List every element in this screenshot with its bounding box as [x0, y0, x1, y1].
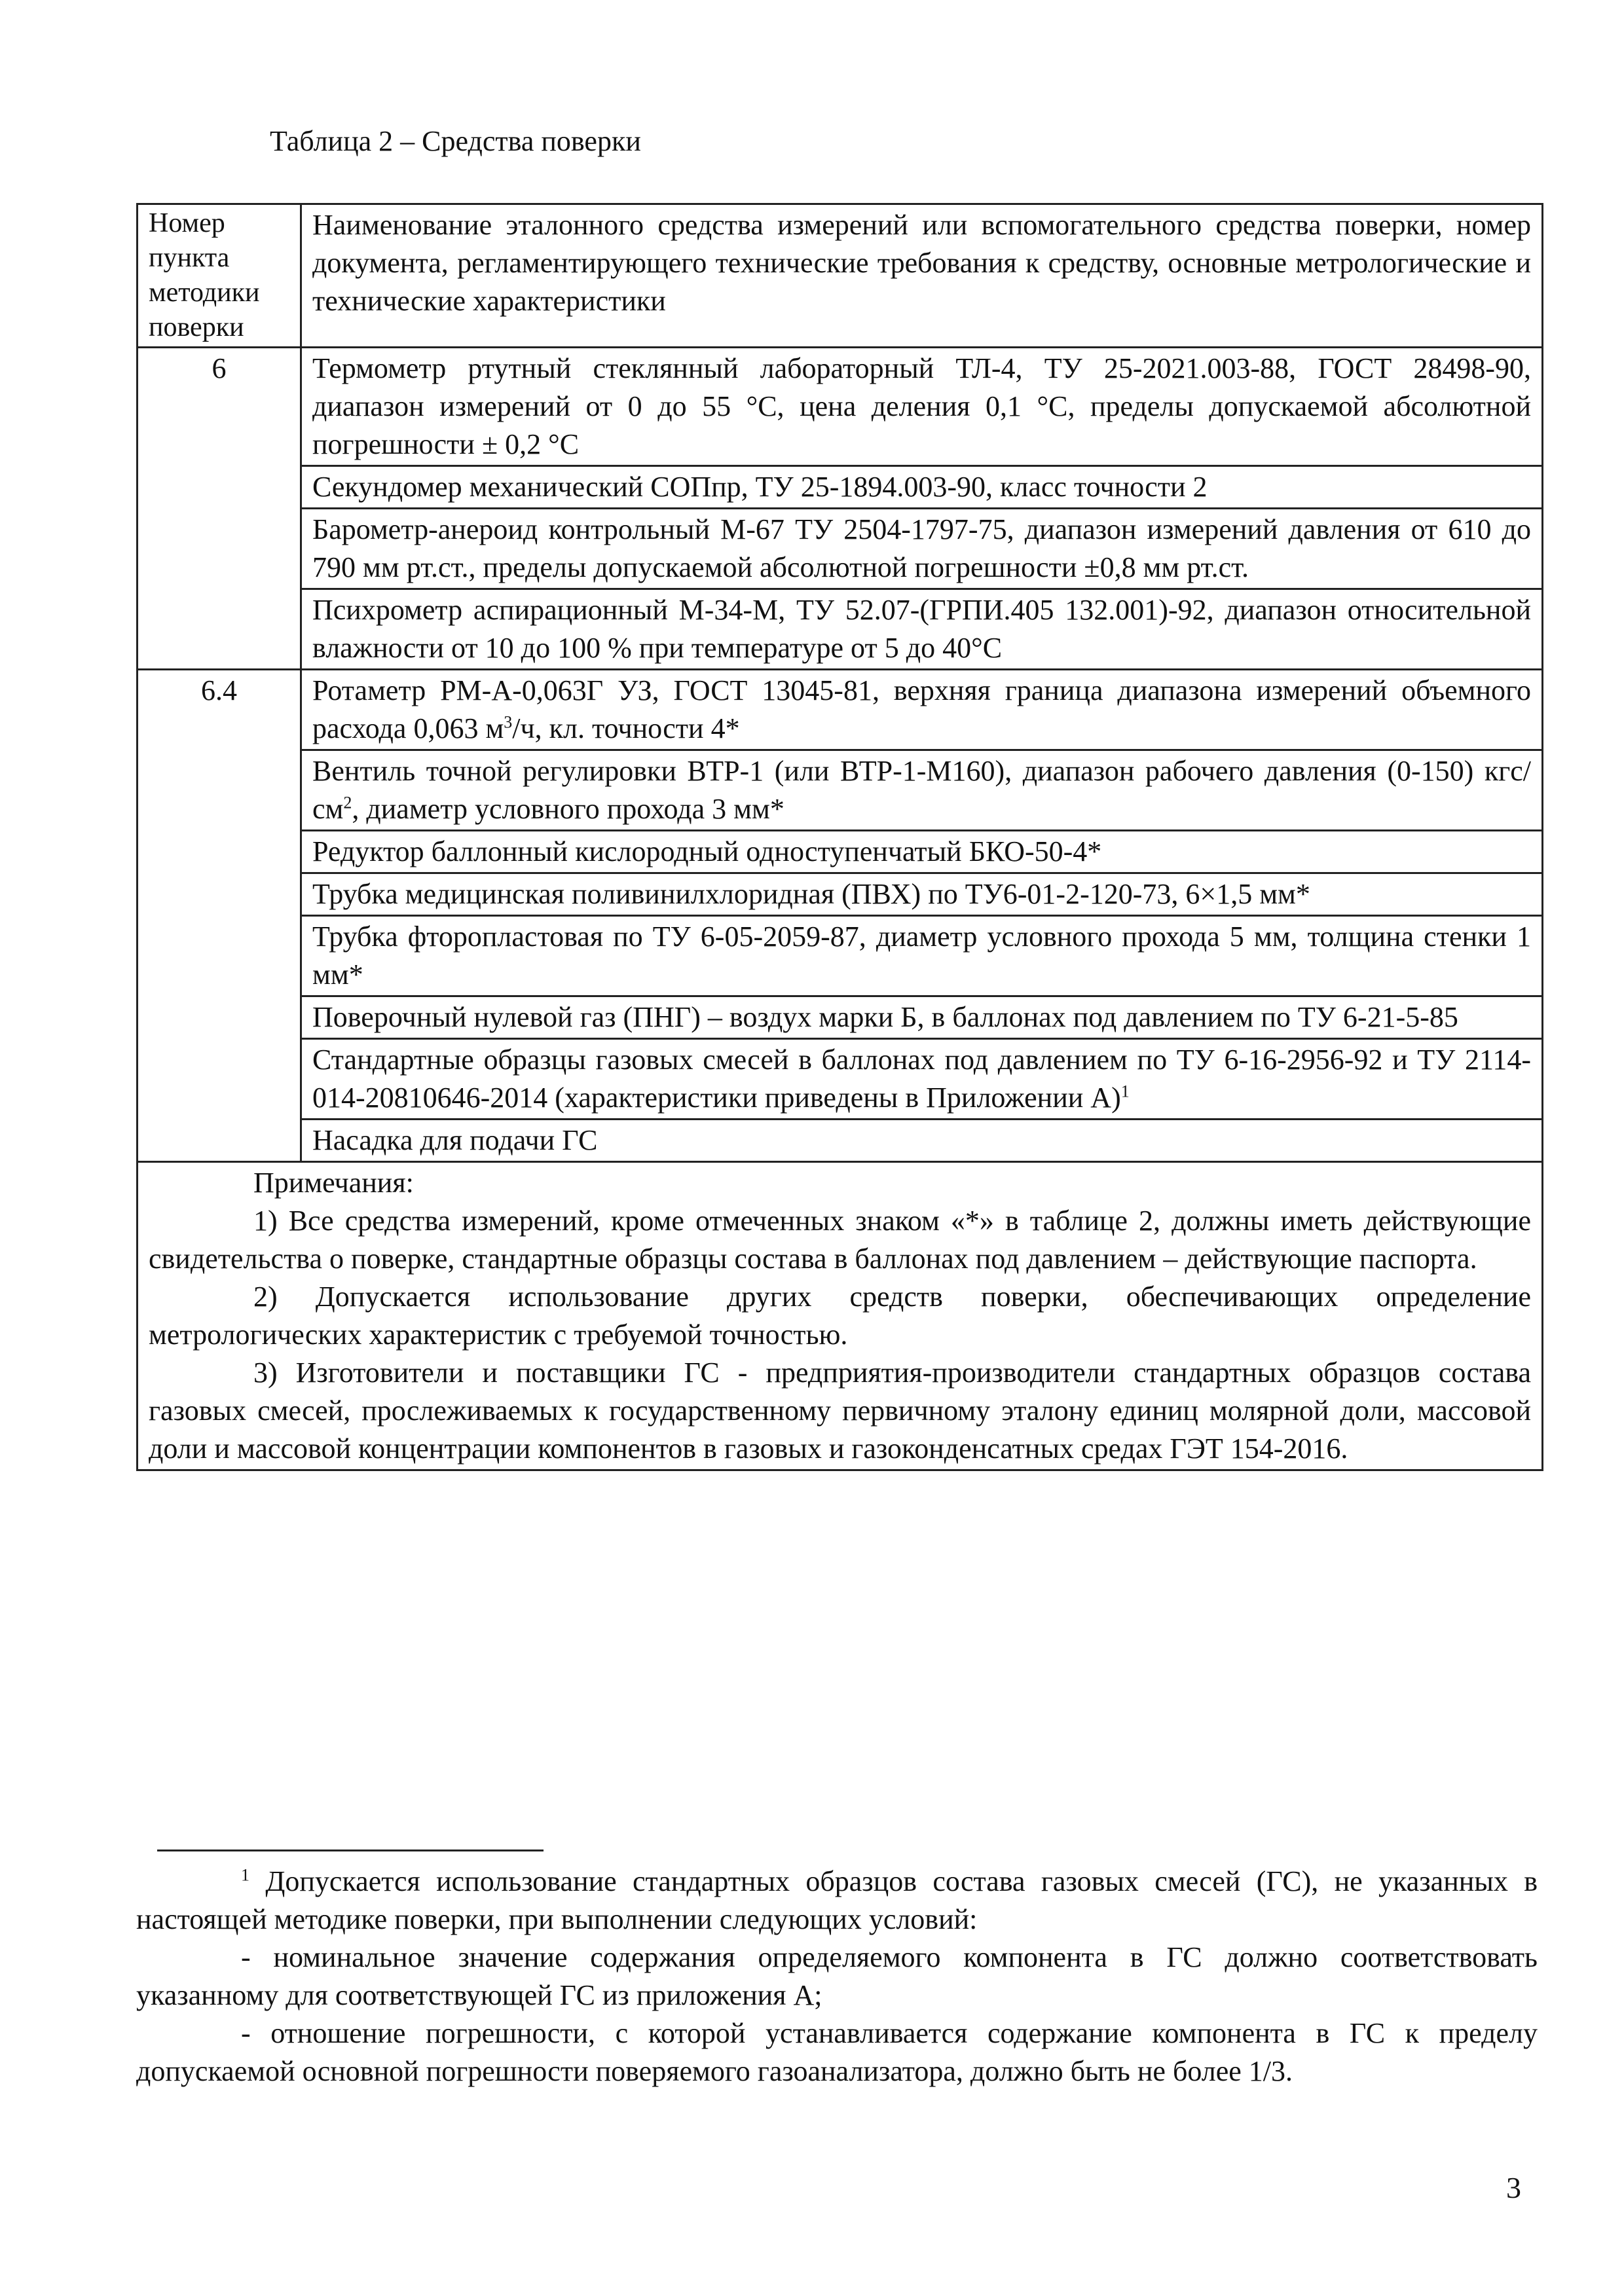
instrument-text: Ротаметр РМ-А-0,063Г УЗ, ГОСТ 13045-81, верхняя граница диапазона измерений объемного расхода 0,063 м	[312, 674, 1531, 744]
verification-means-table	[136, 203, 1543, 1471]
note-item: 3) Изготовители и поставщики ГС - предприятия-производители стандартных образцов состава газовых смесей, прослеживаемых к государственному первичному эталону единиц молярной доли, массовой доли и массовой концентрации компонентов в газовых и газоконденсатных средах ГЭТ 154-2016.	[149, 1357, 1531, 1465]
superscript: 3	[504, 712, 513, 732]
footnote-mark: 1	[241, 1865, 249, 1885]
table-row	[138, 873, 1543, 916]
instrument-text: Вентиль точной регулировки ВТР-1 (или ВТР-1-М160), диапазон рабочего давления (0-150) кгс/см	[312, 755, 1531, 825]
footnote-intro	[136, 1863, 1538, 1939]
header-instrument-name: Наименование эталонного средства измерений или вспомогательного средства поверки, номер документа, регламентирующего технические требования к средству, основные метрологические и технические характеристики	[301, 204, 1543, 348]
table-row	[138, 348, 1543, 466]
footnote-intro-text: Допускается использование стандартных образцов состава газовых смесей (ГС), не указанных в настоящей методике поверки, при выполнении следующих условий:	[136, 1865, 1538, 1935]
instrument-cell: Термометр ртутный стеклянный лабораторный ТЛ-4, ТУ 25-2021.003-88, ГОСТ 28498-90, диапазон измерений от 0 до 55 °С, цена деления 0,1 °С, пределы допускаемой абсолютной погрешности ± 0,2 °С	[301, 348, 1543, 466]
footnote	[136, 1863, 1538, 2090]
footnote-item: - номинальное значение содержания определяемого компонента в ГС должно соответствовать указанному для соответствующей ГС из приложения А;	[136, 1941, 1538, 2011]
table-row	[138, 466, 1543, 509]
instrument-text: Стандартные образцы газовых смесей в баллонах под давлением по ТУ 6-16-2956-92 и ТУ 2114-014-20810646-2014 (характеристики приведены в Приложении А)	[312, 1044, 1531, 1114]
table-header-row	[138, 204, 1543, 348]
footnote-ref[interactable]: 1	[1120, 1082, 1130, 1101]
instrument-cell	[301, 750, 1543, 831]
instrument-text: , диаметр условного прохода 3 мм*	[352, 793, 784, 825]
table-caption: Таблица 2 – Средства поверки	[270, 125, 641, 157]
superscript: 2	[343, 793, 352, 812]
note-item: 1) Все средства измерений, кроме отмеченных знаком «*» в таблице 2, должны иметь действующие свидетельства о поверке, стандартные образцы состава в баллонах под давлением – действующие паспорта.	[149, 1205, 1531, 1275]
footnote-item: - отношение погрешности, с которой устанавливается содержание компонента в ГС к пределу допускаемой основной погрешности поверяемого газоанализатора, должно быть не более 1/3.	[136, 2017, 1538, 2087]
table-row	[138, 589, 1543, 670]
item-number-cell: 6	[138, 348, 301, 670]
table-row	[138, 750, 1543, 831]
table-row	[138, 1120, 1543, 1162]
instrument-cell: Насадка для подачи ГС	[301, 1120, 1543, 1162]
instrument-cell: Психрометр аспирационный М-34-М, ТУ 52.07-(ГРПИ.405 132.001)-92, диапазон относительной влажности от 10 до 100 % при температуре от 5 до 40°С	[301, 589, 1543, 670]
instrument-cell: Редуктор баллонный кислородный одноступенчатый БКО-50-4*	[301, 831, 1543, 873]
notes-title: Примечания:	[253, 1167, 414, 1199]
table-row	[138, 831, 1543, 873]
instrument-cell: Барометр-анероид контрольный М-67 ТУ 2504-1797-75, диапазон измерений давления от 610 до 790 мм рт.ст., пределы допускаемой абсолютной погрешности ±0,8 мм рт.ст.	[301, 509, 1543, 589]
instrument-cell: Поверочный нулевой газ (ПНГ) – воздух марки Б, в баллонах под давлением по ТУ 6-21-5-85	[301, 996, 1543, 1039]
instrument-cell: Трубка медицинская поливинилхлоридная (ПВХ) по ТУ6-01-2-120-73, 6×1,5 мм*	[301, 873, 1543, 916]
instrument-cell	[301, 1039, 1543, 1120]
instrument-cell: Секундомер механический СОПпр, ТУ 25-1894.003-90, класс точности 2	[301, 466, 1543, 509]
item-number-cell: 6.4	[138, 670, 301, 1162]
table-row	[138, 1039, 1543, 1120]
instrument-text: /ч, кл. точности 4*	[512, 712, 740, 744]
notes-row	[138, 1162, 1543, 1470]
table-row	[138, 509, 1543, 589]
notes-cell	[138, 1162, 1543, 1470]
instrument-cell: Трубка фторопластовая по ТУ 6-05-2059-87, диаметр условного прохода 5 мм, толщина стенки 1 мм*	[301, 916, 1543, 996]
table-row	[138, 670, 1543, 750]
table-row	[138, 916, 1543, 996]
footnote-divider	[157, 1850, 544, 1851]
header-item-number: Номер пункта методики поверки	[138, 204, 301, 348]
page-number: 3	[1506, 2171, 1521, 2204]
instrument-cell	[301, 670, 1543, 750]
note-item: 2) Допускается использование других средств поверки, обеспечивающих определение метрологических характеристик с требуемой точностью.	[149, 1281, 1531, 1351]
table-row	[138, 996, 1543, 1039]
